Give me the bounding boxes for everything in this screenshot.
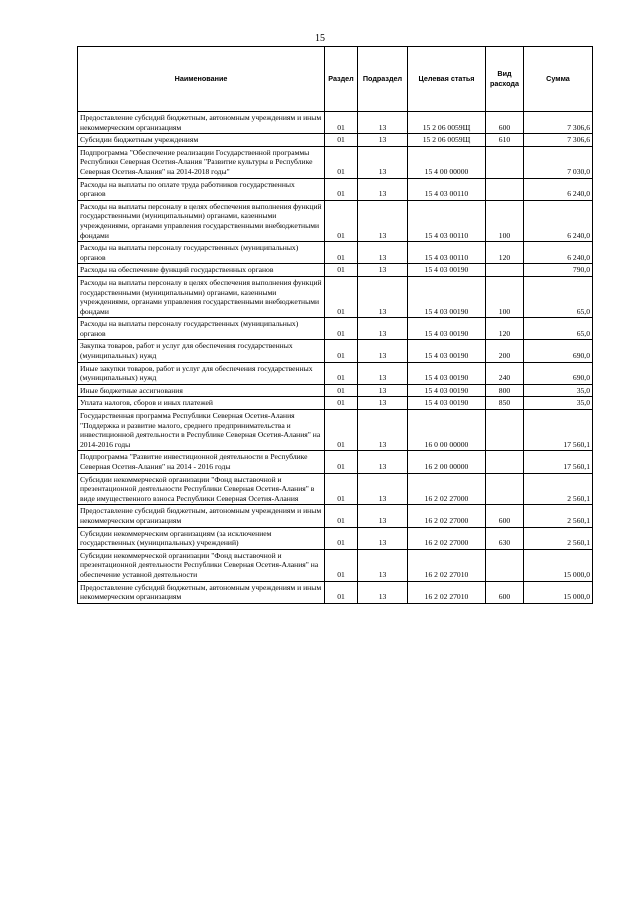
cell-kind: 100 — [486, 200, 524, 241]
cell-target: 15 4 03 00190 — [408, 276, 486, 317]
cell-kind: 600 — [486, 505, 524, 527]
header-name: Наименование — [78, 47, 325, 112]
table-row — [78, 410, 593, 451]
cell-section: 01 — [325, 505, 358, 527]
cell-target: 15 4 03 00190 — [408, 362, 486, 384]
cell-sum: 2 560,1 — [524, 527, 593, 549]
cell-name: Субсидии бюджетным учреждениям — [78, 134, 325, 147]
cell-target: 16 2 02 27010 — [408, 581, 486, 603]
table-row — [78, 451, 593, 473]
cell-subsection: 13 — [358, 146, 408, 178]
cell-kind: 120 — [486, 242, 524, 264]
cell-section: 01 — [325, 264, 358, 277]
cell-kind — [486, 178, 524, 200]
cell-kind: 240 — [486, 362, 524, 384]
cell-sum: 17 560,1 — [524, 451, 593, 473]
header-sum: Сумма — [524, 47, 593, 112]
cell-section: 01 — [325, 451, 358, 473]
cell-sum: 690,0 — [524, 340, 593, 362]
cell-name: Уплата налогов, сборов и иных платежей — [78, 397, 325, 410]
cell-sum: 690,0 — [524, 362, 593, 384]
cell-kind — [486, 264, 524, 277]
cell-name: Иные закупки товаров, работ и услуг для обеспечения государственных (муниципальных) нужд — [78, 362, 325, 384]
cell-kind: 800 — [486, 384, 524, 397]
cell-subsection: 13 — [358, 242, 408, 264]
cell-target: 15 4 03 00190 — [408, 340, 486, 362]
cell-subsection: 13 — [358, 340, 408, 362]
table-row — [78, 340, 593, 362]
cell-name: Предоставление субсидий бюджетным, автономным учреждениям и иным некоммерческим организациям — [78, 505, 325, 527]
cell-target: 16 2 02 27000 — [408, 473, 486, 505]
cell-target: 16 0 00 00000 — [408, 410, 486, 451]
cell-subsection: 13 — [358, 527, 408, 549]
cell-subsection: 13 — [358, 410, 408, 451]
cell-target: 16 2 02 27010 — [408, 549, 486, 581]
table-row — [78, 473, 593, 505]
cell-subsection: 13 — [358, 473, 408, 505]
cell-target: 15 2 06 0059Щ — [408, 134, 486, 147]
cell-sum: 7 306,6 — [524, 112, 593, 134]
cell-name: Расходы на выплаты персоналу государственных (муниципальных) органов — [78, 242, 325, 264]
cell-sum: 65,0 — [524, 276, 593, 317]
cell-sum: 6 240,0 — [524, 178, 593, 200]
cell-target: 15 4 03 00110 — [408, 200, 486, 241]
table-row — [78, 384, 593, 397]
cell-name: Расходы на обеспечение функций государственных органов — [78, 264, 325, 277]
table-header-row — [78, 47, 593, 112]
cell-name: Субсидии некоммерческой организации "Фонд выставочной и презентационной деятельности Республики Северная Осетия-Алания" в виде имущественного взноса Республики Северная Осетия-Алания — [78, 473, 325, 505]
cell-name: Иные бюджетные ассигнования — [78, 384, 325, 397]
cell-kind: 100 — [486, 276, 524, 317]
cell-section: 01 — [325, 581, 358, 603]
table-row — [78, 505, 593, 527]
cell-subsection: 13 — [358, 112, 408, 134]
cell-kind — [486, 549, 524, 581]
cell-target: 15 4 03 00190 — [408, 318, 486, 340]
cell-section: 01 — [325, 200, 358, 241]
cell-subsection: 13 — [358, 581, 408, 603]
cell-section: 01 — [325, 134, 358, 147]
cell-section: 01 — [325, 318, 358, 340]
cell-sum: 7 030,0 — [524, 146, 593, 178]
cell-subsection: 13 — [358, 362, 408, 384]
cell-name: Подпрограмма "Развитие инвестиционной деятельности в Республике Северная Осетия-Алания" на 2014 - 2016 годы — [78, 451, 325, 473]
cell-sum: 2 560,1 — [524, 473, 593, 505]
cell-name: Расходы на выплаты персоналу государственных (муниципальных) органов — [78, 318, 325, 340]
cell-subsection: 13 — [358, 451, 408, 473]
table-row — [78, 362, 593, 384]
table-row — [78, 134, 593, 147]
cell-subsection: 13 — [358, 134, 408, 147]
cell-kind: 850 — [486, 397, 524, 410]
cell-target: 15 4 03 00190 — [408, 384, 486, 397]
cell-subsection: 13 — [358, 276, 408, 317]
cell-subsection: 13 — [358, 264, 408, 277]
cell-section: 01 — [325, 549, 358, 581]
table-body — [78, 112, 593, 604]
cell-section: 01 — [325, 146, 358, 178]
cell-kind — [486, 451, 524, 473]
cell-section: 01 — [325, 276, 358, 317]
cell-subsection: 13 — [358, 200, 408, 241]
cell-name: Подпрограмма "Обеспечение реализации Государственной программы Республики Северная Осетия-Алания "Развитие культуры в Республике Северная Осетия-Алания" на 2014-2018 годы" — [78, 146, 325, 178]
cell-kind — [486, 146, 524, 178]
table-row — [78, 178, 593, 200]
cell-section: 01 — [325, 384, 358, 397]
cell-target: 16 2 00 00000 — [408, 451, 486, 473]
cell-target: 15 4 00 00000 — [408, 146, 486, 178]
cell-kind — [486, 473, 524, 505]
cell-section: 01 — [325, 242, 358, 264]
cell-sum: 2 560,1 — [524, 505, 593, 527]
cell-name: Расходы на выплаты персоналу в целях обеспечения выполнения функций государственными (муниципальными) органами, казенными учреждениями, органами управления государственными внебюджетными фондами — [78, 200, 325, 241]
table-row — [78, 264, 593, 277]
cell-name: Предоставление субсидий бюджетным, автономным учреждениям и иным некоммерческим организациям — [78, 581, 325, 603]
cell-name: Предоставление субсидий бюджетным, автономным учреждениям и иным некоммерческим организациям — [78, 112, 325, 134]
table-row — [78, 527, 593, 549]
table-row — [78, 397, 593, 410]
cell-name: Закупка товаров, работ и услуг для обеспечения государственных (муниципальных) нужд — [78, 340, 325, 362]
cell-name: Расходы на выплаты по оплате труда работников государственных органов — [78, 178, 325, 200]
page-number: 15 — [315, 33, 325, 44]
cell-section: 01 — [325, 362, 358, 384]
cell-kind: 610 — [486, 134, 524, 147]
cell-section: 01 — [325, 397, 358, 410]
cell-target: 15 4 03 00110 — [408, 178, 486, 200]
cell-section: 01 — [325, 473, 358, 505]
cell-name: Государственная программа Республики Северная Осетия-Алания "Поддержка и развитие малого, среднего предпринимательства и инвестиционной деятельности в Республике Северная Осетия-Алания" на 2014-2016 годы — [78, 410, 325, 451]
cell-kind: 120 — [486, 318, 524, 340]
table-row — [78, 549, 593, 581]
cell-sum: 7 306,6 — [524, 134, 593, 147]
budget-table — [77, 46, 593, 604]
table-row — [78, 112, 593, 134]
table-row — [78, 276, 593, 317]
cell-target: 15 4 03 00110 — [408, 242, 486, 264]
cell-name: Расходы на выплаты персоналу в целях обеспечения выполнения функций государственными (муниципальными) органами, казенными учреждениями, органами управления государственными внебюджетными фондами — [78, 276, 325, 317]
header-kind: Вид расхода — [486, 47, 524, 112]
cell-kind: 630 — [486, 527, 524, 549]
table-row — [78, 200, 593, 241]
cell-kind — [486, 410, 524, 451]
cell-sum: 6 240,0 — [524, 200, 593, 241]
cell-kind: 600 — [486, 112, 524, 134]
cell-section: 01 — [325, 527, 358, 549]
cell-subsection: 13 — [358, 549, 408, 581]
cell-target: 16 2 02 27000 — [408, 505, 486, 527]
table-row — [78, 581, 593, 603]
cell-sum: 17 560,1 — [524, 410, 593, 451]
cell-sum: 65,0 — [524, 318, 593, 340]
cell-section: 01 — [325, 178, 358, 200]
cell-name: Субсидии некоммерческой организации "Фонд выставочной и презентационной деятельности Республики Северная Осетия-Алания" на обеспечение уставной деятельности — [78, 549, 325, 581]
header-section: Раздел — [325, 47, 358, 112]
cell-subsection: 13 — [358, 178, 408, 200]
cell-target: 15 4 03 00190 — [408, 397, 486, 410]
cell-section: 01 — [325, 340, 358, 362]
cell-section: 01 — [325, 410, 358, 451]
cell-name: Субсидии некоммерческим организациям (за исключением государственных (муниципальных) учреждений) — [78, 527, 325, 549]
header-target: Целевая статья — [408, 47, 486, 112]
cell-target: 16 2 02 27000 — [408, 527, 486, 549]
cell-sum: 35,0 — [524, 397, 593, 410]
cell-section: 01 — [325, 112, 358, 134]
cell-kind: 200 — [486, 340, 524, 362]
cell-kind: 600 — [486, 581, 524, 603]
table-row — [78, 146, 593, 178]
cell-subsection: 13 — [358, 505, 408, 527]
cell-subsection: 13 — [358, 384, 408, 397]
header-subsection: Подраздел — [358, 47, 408, 112]
cell-subsection: 13 — [358, 318, 408, 340]
cell-sum: 6 240,0 — [524, 242, 593, 264]
cell-sum: 15 000,0 — [524, 549, 593, 581]
cell-subsection: 13 — [358, 397, 408, 410]
cell-target: 15 4 03 00190 — [408, 264, 486, 277]
cell-sum: 790,0 — [524, 264, 593, 277]
table-row — [78, 318, 593, 340]
cell-target: 15 2 06 0059Щ — [408, 112, 486, 134]
table-row — [78, 242, 593, 264]
cell-sum: 35,0 — [524, 384, 593, 397]
cell-sum: 15 000,0 — [524, 581, 593, 603]
